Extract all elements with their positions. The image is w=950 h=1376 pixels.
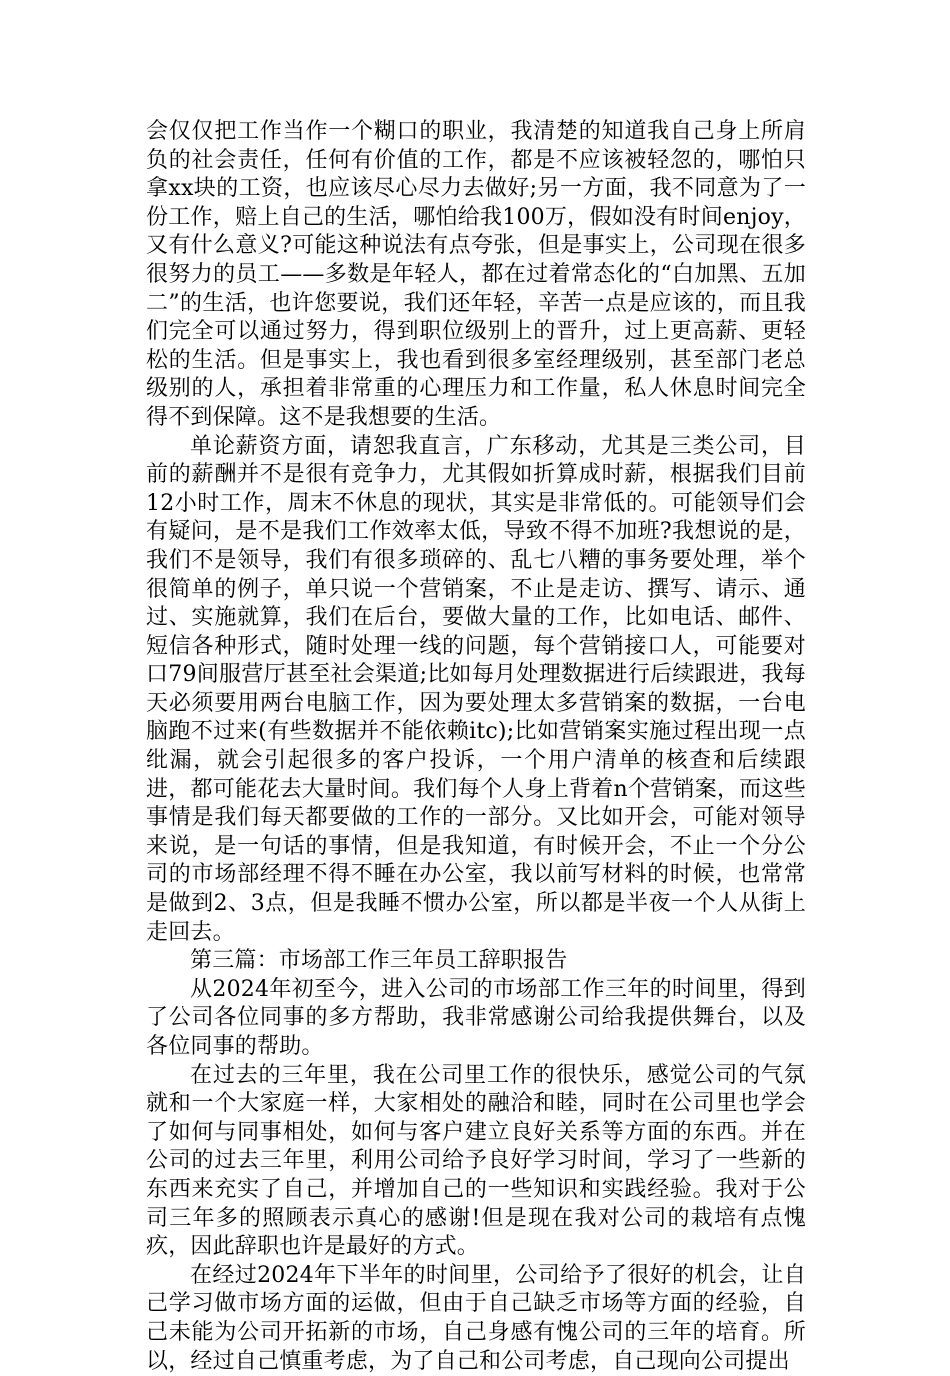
body-paragraph: 从2024年初至今，进入公司的市场部工作三年的时间里，得到了公司各位同事的多方帮助，我非常感谢公司给我提供舞台，以及各位同事的帮助。 bbox=[146, 976, 806, 1059]
body-paragraph: 会仅仅把工作当作一个糊口的职业，我清楚的知道我自己身上所肩负的社会责任，任何有价值的工作，都是不应该被轻忽的，哪怕只拿xx块的工资，也应该尽心尽力去做好;另一方面，我不同意为了一份工作，赔上自己的生活，哪怕给我100万，假如没有时间enjoy，又有什么意义?可能这种说法有点夸张，但是事实上，公司现在很多很努力的员工——多数是年轻人，都在过着常态化的“白加黑、五加二”的生活，也许您要说，我们还年轻，辛苦一点是应该的，而且我们完全可以通过努力，得到职位级别上的晋升，过上更高薪、更轻松的生活。但是事实上，我也看到很多室经理级别，甚至部门老总级别的人，承担着非常重的心理压力和工作量，私人休息时间完全得不到保障。这不是我想要的生活。 bbox=[146, 119, 806, 430]
body-paragraph: 单论薪资方面，请恕我直言，广东移动，尤其是三类公司，目前的薪酬并不是很有竞争力，尤其假如折算成时薪，根据我们目前12小时工作，周末不休息的现状，其实是非常低的。可能领导们会有疑问，是不是我们工作效率太低，导致不得不加班?我想说的是，我们不是领导，我们有很多琐碎的、乱七八糟的事务要处理，举个很简单的例子，单只说一个营销案，不止是走访、撰写、请示、通过、实施就算，我们在后台，要做大量的工作，比如电话、邮件、短信各种形式，随时处理一线的问题，每个营销接口人，可能要对口79间服营厅甚至社会渠道;比如每月处理数据进行后续跟进，我每天必须要用两台电脑工作，因为要处理太多营销案的数据，一台电脑跑不过来(有些数据并不能依赖itc);比如营销案实施过程出现一点纰漏，就会引起很多的客户投诉，一个用户清单的核查和后续跟进，都可能花去大量时间。我们每个人身上背着n个营销案，而这些事情是我们每天都要做的工作的一部分。又比如开会，可能对领导来说，是一句话的事情，但是我知道，有时候开会，不止一个分公司的市场部经理不得不睡在办公室，我以前写材料的时候，也常常是做到2、3点，但是我睡不惯办公室，所以都是半夜一个人从街上走回去。 bbox=[146, 433, 806, 945]
body-paragraph: 在经过2024年下半年的时间里，公司给予了很好的机会，让自己学习做市场方面的运做，但由于自己缺乏市场等方面的经验，自己未能为公司开拓新的市场，自己身感有愧公司的三年的培育。所以，经过自己慎重考虑，为了自己和公司考虑，自己现向公司提出 bbox=[146, 1262, 806, 1374]
section-heading: 第三篇：市场部工作三年员工辞职报告 bbox=[190, 948, 568, 974]
body-paragraph: 在过去的三年里，我在公司里工作的很快乐，感觉公司的气氛就和一个大家庭一样，大家相处的融洽和睦，同时在公司里也学会了如何与同事相处，如何与客户建立良好关系等方面的东西。并在公司的过去三年里，利用公司给予良好学习时间，学习了一些新的东西来充实了自己，并增加自己的一些知识和实践经验。我对于公司三年多的照顾表示真心的感谢!但是现在我对公司的栽培有点愧疚，因此辞职也许是最好的方式。 bbox=[146, 1062, 806, 1260]
document-page bbox=[146, 118, 806, 1376]
